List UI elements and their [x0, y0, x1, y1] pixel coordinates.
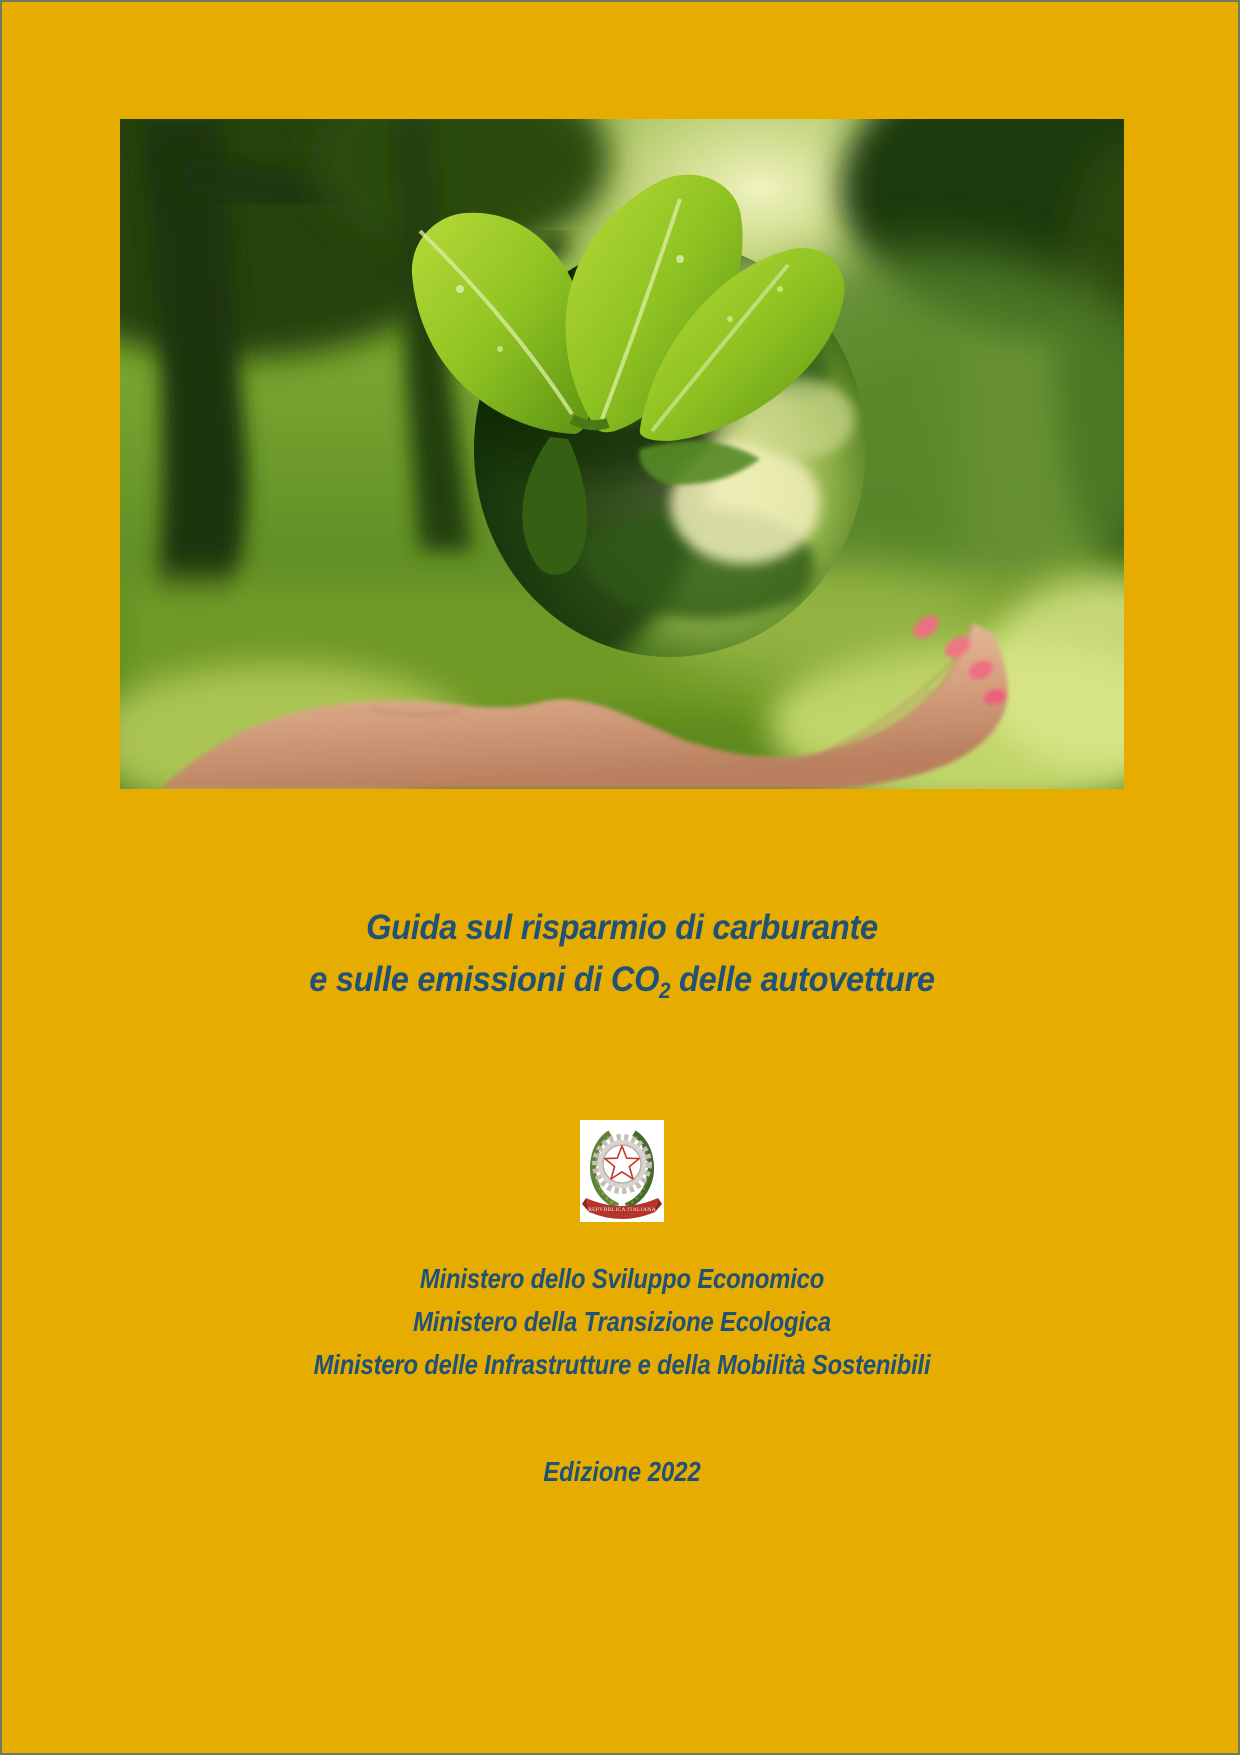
- italy-emblem: [580, 1120, 664, 1222]
- title-line-1: Guida sul risparmio di carburante: [366, 908, 878, 947]
- title-co2-subscript: 2: [659, 978, 671, 1003]
- title-line-2-part1: e sulle emissioni di CO: [309, 960, 660, 999]
- ministry-line-2: Ministero della Transizione Ecologica: [413, 1306, 831, 1337]
- title-line-2-part2: delle autovetture: [670, 960, 935, 999]
- ministry-line-1: Ministero dello Sviluppo Economico: [419, 1263, 825, 1294]
- title-line-2: [45, 954, 1198, 1006]
- document-title: [2, 902, 1240, 1006]
- italy-emblem-art: [580, 1120, 664, 1222]
- edition-line: [2, 1452, 1240, 1492]
- ministries-block: [2, 1257, 1240, 1386]
- edition-label: Edizione 2022: [543, 1456, 701, 1487]
- ministry-line-3: Ministero delle Infrastrutture e della Mobilità Sostenibili: [313, 1349, 931, 1380]
- cover-photo-art: [120, 119, 1124, 789]
- cover-photo: [120, 119, 1124, 789]
- emblem-ribbon-text: REPVBBLICA ITALIANA: [588, 1207, 656, 1213]
